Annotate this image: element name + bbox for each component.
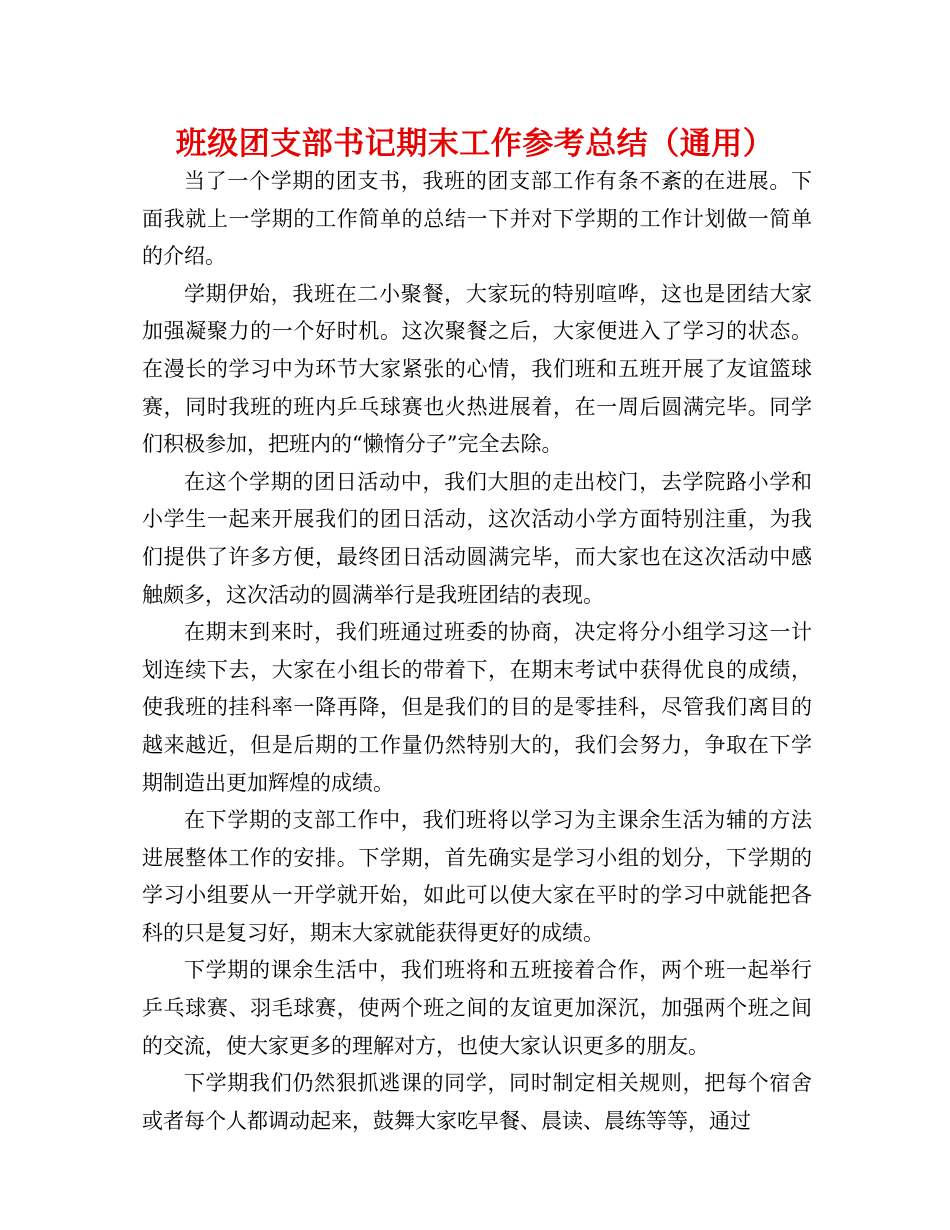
paragraph: 当了一个学期的团支书，我班的团支部工作有条不紊的在进展。下面我就上一学期的工作简单的总结一下并对下学期的工作计划做一简单的介绍。	[142, 169, 812, 269]
paragraph: 在期末到来时，我们班通过班委的协商，决定将分小组学习这一计划连续下去，大家在小组长的带着下，在期末考试中获得优良的成绩，使我班的挂科率一降再降，但是我们的目的是零挂科，尽管我们离目的越来越近，但是后期的工作量仍然特别大的，我们会努力，争取在下学期制造出更加辉煌的成绩。	[142, 620, 812, 795]
paragraph: 在下学期的支部工作中，我们班将以学习为主课余生活为辅的方法进展整体工作的安排。下学期，首先确实是学习小组的划分，下学期的学习小组要从一开学就开始，如此可以使大家在平时的学习中就能把各科的只是复习好，期末大家就能获得更好的成绩。	[142, 808, 812, 945]
paragraph: 下学期我们仍然狠抓逃课的同学，同时制定相关规则，把每个宿舍或者每个人都调动起来，鼓舞大家吃早餐、晨读、晨练等等，通过	[142, 1071, 812, 1133]
document-title: 班级团支部书记期末工作参考总结（通用）	[175, 126, 775, 162]
paragraph: 在这个学期的团日活动中，我们大胆的走出校门，去学院路小学和小学生一起来开展我们的团日活动，这次活动小学方面特别注重，为我们提供了许多方便，最终团日活动圆满完毕，而大家也在这次活动中感触颇多，这次活动的圆满举行是我班团结的表现。	[142, 469, 812, 607]
paragraph: 学期伊始，我班在二小聚餐，大家玩的特别喧哗，这也是团结大家加强凝聚力的一个好时机。这次聚餐之后，大家便进入了学习的状态。在漫长的学习中为环节大家紧张的心情，我们班和五班开展了友谊篮球赛，同时我班的班内乒乓球赛也火热进展着，在一周后圆满完毕。同学们积极参加，把班内的“懒惰分子”完全去除。	[142, 281, 812, 457]
paragraph: 下学期的课余生活中，我们班将和五班接着合作，两个班一起举行乒乓球赛、羽毛球赛，使两个班之间的友谊更加深沉，加强两个班之间的交流，使大家更多的理解对方，也使大家认识更多的朋友。	[142, 958, 812, 1058]
document-body	[142, 163, 812, 1140]
